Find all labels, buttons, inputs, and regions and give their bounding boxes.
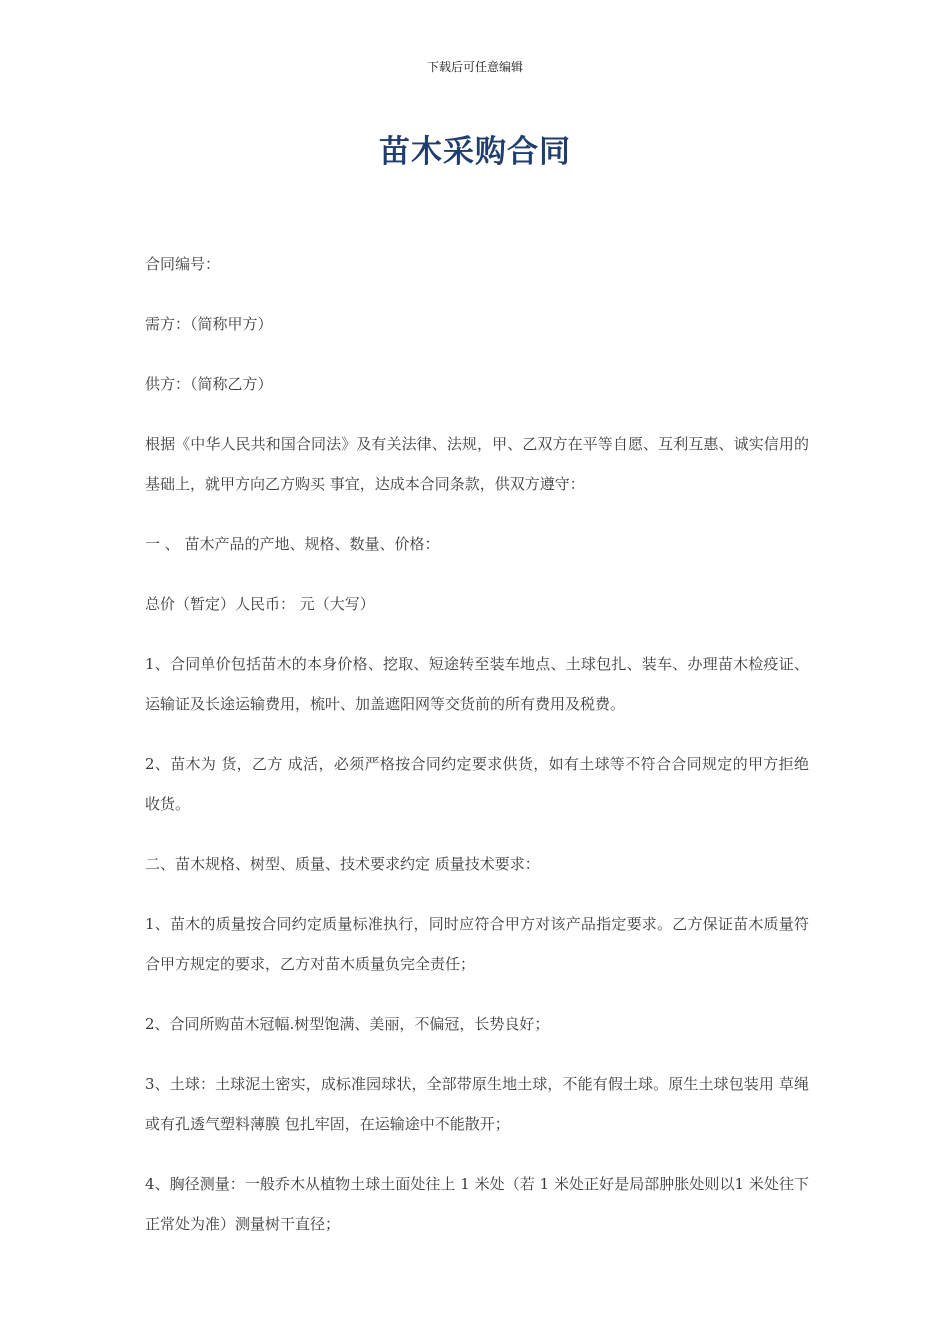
section-two-heading: 二、苗木规格、树型、质量、技术要求约定 质量技术要求： bbox=[145, 855, 540, 873]
contract-number-line: 合同编号： bbox=[145, 255, 221, 273]
clause-2-2: 2、合同所购苗木冠幅.树型饱满、美丽，不偏冠，长势良好； bbox=[145, 1015, 550, 1033]
clause-2-1: 1、苗木的质量按合同约定质量标准执行，同时应符合甲方对该产品指定要求。乙方保证苗木质量符合甲方规定的要求，乙方对苗木质量负完全责任； bbox=[145, 915, 809, 973]
clause-1-1: 1、合同单价包括苗木的本身价格、挖取、短途转至装车地点、土球包扎、装车、办理苗木检疫证、运输证及长途运输费用，梳叶、加盖遮阳网等交货前的所有费用及税费。 bbox=[145, 655, 809, 713]
total-price-line: 总价（暂定）人民币： 元（大写） bbox=[145, 595, 375, 613]
preamble-paragraph: 根据《中华人民共和国合同法》及有关法律、法规，甲、乙双方在平等自愿、互利互惠、诚实信用的基础上，就甲方向乙方购买 事宜，达成本合同条款，供双方遵守： bbox=[145, 435, 809, 493]
section-one-heading: 一 、 苗木产品的产地、规格、数量、价格： bbox=[145, 535, 440, 553]
clause-2-3: 3、土球：土球泥土密实，成标准园球状，全部带原生地土球，不能有假土球。原生土球包装用 草绳或有孔透气塑料薄膜 包扎牢固，在运输途中不能散开； bbox=[145, 1075, 809, 1133]
clause-2-4: 4、胸径测量：一般乔木从植物土球土面处往上 1 米处（若 1 米处正好是局部肿胀处则以1 米处往下正常处为准）测量树干直径； bbox=[145, 1175, 809, 1233]
document-body bbox=[145, 244, 809, 1264]
supplier-line: 供方：（简称乙方） bbox=[145, 375, 273, 393]
document-title: 苗木采购合同 bbox=[379, 134, 571, 170]
header-note: 下载后可任意编辑 bbox=[426, 60, 523, 74]
clause-1-2: 2、苗木为 货，乙方 成活，必须严格按合同约定要求供货，如有土球等不符合合同规定的甲方拒绝收货。 bbox=[145, 755, 809, 813]
buyer-line: 需方：（简称甲方） bbox=[145, 315, 273, 333]
